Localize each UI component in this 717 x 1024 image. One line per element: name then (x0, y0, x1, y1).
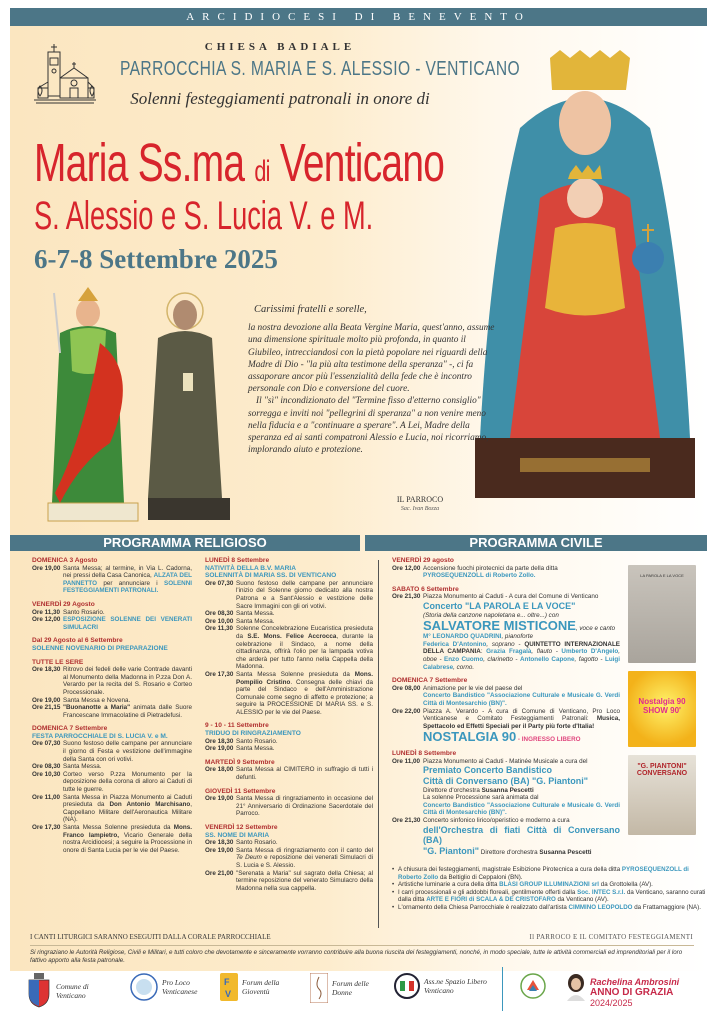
event-time: Ore 21,30 (392, 593, 421, 601)
event-time: Ore 21,30 (392, 817, 421, 825)
rachelina-ambrosini (590, 977, 710, 1008)
event-row (32, 697, 192, 705)
signature-title: IL PARROCO (396, 495, 444, 504)
event-row (205, 839, 373, 847)
rachelina-years: 2024/2025 (590, 998, 633, 1008)
title-part: Maria Ss.ma (34, 133, 255, 193)
event-desc: Santa Messa. (236, 617, 275, 625)
italian-flag-seal-icon (394, 973, 420, 999)
event-time: Ore 07,30 (32, 740, 61, 748)
event-time: Ore 10,00 (205, 617, 234, 625)
title-part: Venticano (269, 133, 445, 193)
religious-program-col1 (32, 557, 192, 854)
event-row (32, 616, 192, 631)
title-di: di (254, 155, 270, 188)
event-desc: Santa Messa di ringraziamento con il canto del Te Deum e reposizione dei venerati Simulacri di S. Lucia e S. Alessio. (236, 846, 373, 869)
event-time: Ore 19,00 (205, 745, 234, 753)
event-time: Ore 08,00 (392, 684, 421, 692)
event-desc: Santo Rosario. (63, 608, 105, 616)
event-row (392, 685, 620, 708)
logo-proloco (130, 973, 202, 1001)
event-time: Ore 18,30 (205, 839, 234, 847)
religious-program-col2 (205, 557, 373, 892)
event-desc: Animazione per le vie del paese del Concerto Bandistico "Associazione Culturale e Musicale G. Verdi Città di Montesarchio (BN)". (423, 684, 620, 707)
event-desc: "Buonanotte a Maria" animata dalle Suore Francescane Immacolatine di Pietradefusi. (63, 704, 192, 719)
event-time: Ore 17,30 (32, 824, 61, 831)
event-row (205, 870, 373, 893)
event-desc: Concerto sinfonico lirico/operistico e moderno a cura dell'Orchestra di fiati Città di Conversano (BA) "G. Piantoni" Direttore d'orchestra Susanna Pescetti (423, 817, 620, 856)
rachelina-name: Rachelina Ambrosini (590, 977, 680, 987)
event-desc: Piazza Monumento ai Caduti - A cura del Comune di Venticano Concerto "LA PAROLA E LA VOCE" (Storia della canzone napoletana e... oltre...) con SALVATORE MISTICONE, voce e canto M° LEONARDO QUADRINI, pianoforte Federica D'Antonino, soprano - QUINTETTO INTERNAZIONALE DELLA CAMPANIA: Grazia Fragalà, flauto - Umberto D'Angelo, oboe - Enzo Cuomo, clarinetto - Antonello Capone, fagotto - Luigi Calabrese, corno. (423, 593, 621, 671)
day-heading: DOMENICA 7 Settembre (32, 725, 108, 733)
event-row (205, 625, 373, 671)
logo-rachelina-portrait (565, 973, 587, 1001)
thanks-text: Si ringraziano le Autorità Religiose, Civili e Militari, e tutti coloro che devotamente e sinceramente vorranno contribuire alla buona riuscita dei festeggiamenti, nonché, in modo speciale, tutte le attività commerciali ed imprenditoriali per il loro fattivo apporto alla festa patronale. (30, 949, 683, 964)
event-time: Ore 18,00 (205, 766, 234, 774)
logo-label: Forum delle Donne (332, 979, 369, 997)
parish-letter (248, 304, 498, 456)
letter-salutation: Carissimi fratelli e sorelle, (254, 304, 367, 315)
event-time: Ore 10,30 (32, 770, 61, 778)
day-heading: LUNEDÌ 8 Settembre (392, 750, 457, 758)
event-row (392, 565, 620, 580)
subtitle: Solenni festeggiamenti patronali in onore di (130, 89, 430, 108)
day-heading: Dal 29 Agosto al 6 Settembre (32, 637, 123, 645)
event-row (392, 708, 620, 745)
day-heading: VENERDÌ 29 Agosto (32, 600, 95, 608)
event-time: Ore 19,00 (32, 564, 61, 572)
event-desc: Piazza Monumento ai Caduti - Matinée Musicale a cura del Premiato Concerto Bandistico Città di Conversano (BA) "G. Piantoni" Direttore d'orchestra Susanna Pescetti La solenne Processione sarà animata dal Concerto Bandistico "Associazione Culturale e Musicale G. Verdi Città di Montesarchio (BN)". (423, 757, 620, 817)
event-row (32, 666, 192, 696)
saints-statues-image (30, 283, 240, 533)
event-time: Ore 22,00 (392, 707, 421, 715)
event-time: Ore 11,00 (392, 757, 421, 765)
rachelina-anno: ANNO DI GRAZIA (590, 987, 674, 998)
event-desc: Santa Messa di ringraziamento in occasione del 21° Anniversario di Ordinazione Sacerdotale del Parroco. (236, 795, 373, 818)
event-row (32, 763, 192, 771)
poster-conversano: "G. PIANTONI" CONVERSANO (628, 755, 696, 835)
event-time: Ore 12,00 (32, 616, 61, 624)
column-divider (378, 560, 379, 928)
day-heading: TUTTE LE SERE (32, 658, 84, 666)
event-desc: Santo Rosario. (236, 737, 278, 745)
event-row (32, 794, 192, 824)
logo-jubilee (520, 973, 546, 999)
event-desc: Santa Messa Solenne presieduta da Mons. Franco Iampietro, Vicario Generale della nostra Arcidiocesi; a seguire la Processione in onore di Santa Lucia per le vie del Paese. (63, 824, 192, 854)
jubilee-seal-icon (520, 973, 546, 999)
event-desc: Suono festoso delle campane per annunciare l'inizio del Solenne giorno dedicato alla nostra Patrona e a Sant'Alessio e vestizione delle Sacre Immagini con gli ori votivi. (236, 579, 373, 610)
event-time: Ore 11,30 (205, 625, 234, 633)
day-heading: DOMENICA 3 Agosto (32, 557, 98, 564)
poster-la-parola-e-la-voce: LA PAROLA E LA VOCE (628, 565, 696, 663)
choir-note: I CANTI LITURGICI SARANNO ESEGUITI DALLA CORALE PARROCCHIALE (30, 933, 271, 941)
event-time: Ore 21,00 (205, 869, 234, 877)
logo-forum-gioventu (220, 973, 288, 1001)
signature-name: Sac. Ivan Bozza (400, 506, 440, 512)
event-desc: Santa Messa Solenne presieduta da Mons. Pompilio Cristino. Consegna delle chiavi da parte del Sindaco e dell'Amministrazione Comunale come segno di affetto e protezione; a seguire la PROCESSIONE DI MARIA SS. e S. ALESSIO per le vie del Paese. (236, 670, 373, 716)
event-row (392, 817, 620, 856)
event-row (392, 758, 620, 817)
note-item: • I carri processionali e gli addobbi floreali, gentilmente offerti dalla Soc. INTEC S.r.l. da Venticano, saranno curati dalla ditta ARTE E FIORI di SCALA & DE CRISTOFARO da Venticano (AV). (392, 889, 707, 904)
event-desc: Santa Messa al CIMITERO in suffragio di tutti i defunti. (236, 766, 373, 782)
civil-program-header: PROGRAMMA CIVILE (365, 535, 707, 551)
logo-label: Comune di Venticano (56, 982, 89, 1000)
day-subheading: TRIDUO DI RINGRAZIAMENTO (205, 730, 301, 738)
event-time: Ore 21,15 (32, 704, 61, 712)
event-desc: Corteo verso P.zza Monumento per la deposizione della corona di alloro ai Caduti di tutte le guerre. (63, 770, 192, 794)
event-desc: Solenne Concelebrazione Eucaristica presieduta da S.E. Mons. Felice Accrocca, durante la celebrazione il Sindaco, a nome della cittadinanza, offrirà l'olio per la lampada votiva che arderà per tutto l'anno nella Cappella della Madonna. (236, 625, 373, 671)
event-time: Ore 19,00 (205, 795, 234, 803)
event-row (32, 740, 192, 763)
footer-divider (30, 945, 694, 946)
event-time: Ore 12,00 (392, 564, 421, 572)
event-row (205, 745, 373, 753)
religious-program-header: PROGRAMMA RELIGIOSO (10, 535, 360, 551)
event-row (205, 738, 373, 746)
day-heading: SABATO 6 Settembre (392, 585, 459, 593)
event-time: Ore 19,00 (205, 846, 234, 854)
event-time: Ore 11,00 (32, 793, 61, 801)
day-heading: VENERDÌ 12 Settembre (205, 824, 278, 831)
portrait-icon (565, 973, 587, 1001)
note-item: • Artistiche luminarie a cura della ditta BLASI GROUP ILLUMINAZIONI srl da Grottolella (AV). (392, 881, 707, 889)
day-heading: LUNEDÌ 8 Settembre (205, 557, 270, 564)
event-desc: ESPOSIZIONE SOLENNE DEI VENERATI SIMULACRI (63, 616, 192, 631)
event-time: Ore 11,30 (32, 608, 61, 616)
event-row (205, 671, 373, 717)
logo-comune (26, 973, 100, 1009)
svg-text:V: V (225, 989, 232, 999)
letter-paragraph: Il "sì" incondizionato del "Termine fisso d'etterno consiglio" sorregga e inviti noi "pellegrini di speranza" a non venire meno nella fiducia e a "continuare a sperare". A Lei, Madre della speranza ed ai santi compatroni Alessio e Lucia, noi ricorriamo, implorando aiuto e protezione. (248, 396, 489, 456)
logo-label: Ass.ne Spazio Libero Venticano (424, 977, 487, 995)
coat-of-arms-icon (26, 973, 52, 1009)
notes-list (392, 866, 707, 912)
day-heading: DOMENICA 7 Settembre (392, 677, 468, 685)
title-main (34, 132, 444, 194)
event-row (205, 580, 373, 610)
logo-label: Pro Loco Venticanese (162, 978, 198, 996)
event-time: Ore 07,30 (205, 579, 234, 587)
event-desc: Santo Rosario. (236, 839, 278, 847)
day-subheading: NATIVITÀ DELLA B.V. MARIA (205, 564, 296, 572)
event-desc: Suono festoso delle campane per annunciare il giorno di Festa e vestizione dell'immagine della Santa con ori votivi. (63, 740, 192, 763)
day-subheading: SOLENNITÀ DI MARIA SS. DI VENTICANO (205, 572, 337, 580)
civil-program-col (392, 557, 620, 856)
church-drawing-icon (34, 38, 96, 118)
letter-paragraph: la nostra devozione alla Beata Vergine Maria, quest'anno, assume una dimensione spirituale molto più profonda, in quanto il Giubileo, intrecciandosi con la pietà popolare nei riguardi della Madre di Dio - "la più alta testimone della speranza" -, ci fa assaporare ancor più l'essenzialità della fede che è incontro personale con Dio e conversione del cuore. (248, 323, 495, 395)
event-desc: Santa Messa. (63, 763, 102, 771)
event-time: Ore 18,30 (205, 737, 234, 745)
day-subheading: SS. NOME DI MARIA (205, 831, 270, 839)
day-subheading: SOLENNE NOVENARIO DI PREPARAZIONE (32, 644, 168, 652)
event-desc: Piazza A. Verardo - A cura di Comune di Venticano, Pro Loco Venticanese e Comitato Festeggiamenti Patronali: Musica, Spettacolo ed Effetti Speciali per il Party più forte d'Italia! NOSTALGIA 90 - INGRESSO LIBERO (423, 707, 620, 745)
event-row (32, 704, 192, 719)
event-desc: Santa Messa; al termine, in Via L. Cadorna, nei pressi della Casa Canonica, ALZATA DEL PANNETTO per annunciare i SOLENNI FESTEGGIAMENTI PATRONALI. (63, 564, 193, 595)
event-row (205, 610, 373, 618)
logo-divider (502, 967, 503, 1011)
forum-fv-icon (220, 973, 238, 1001)
event-desc: Santa Messa e Novena. (63, 696, 131, 704)
event-desc: Santa Messa. (236, 610, 275, 618)
title-saints: S. Alessio e S. Lucia V. e M. (34, 194, 374, 238)
logo-spazio-libero (394, 973, 494, 999)
event-time: Ore 19,00 (32, 696, 61, 704)
note-item: • A chiusura dei festeggiamenti, magistrale Esibizione Pirotecnica a cura della ditta PYROSEQUENZOLL di Roberto Zollo da Beltiglio di Ceppaloni (BN). (392, 866, 707, 881)
event-row (32, 565, 192, 595)
day-heading: MARTEDÌ 9 Settembre (205, 758, 275, 766)
event-row (32, 609, 192, 617)
event-desc: Santa Messa. (236, 745, 275, 753)
event-desc: Santa Messa in Piazza Monumento ai Caduti presieduta da Don Antonio Marchisano, Cappellano Militare dell'Aeronautica Militare (NA). (63, 793, 192, 824)
day-heading: GIOVEDÌ 11 Settembre (205, 787, 276, 795)
sponsor-logos (10, 973, 707, 1018)
event-time: Ore 08,30 (32, 763, 61, 771)
event-time: Ore 17,30 (205, 670, 234, 678)
committee-signature: Il PARROCO E IL COMITATO FESTEGGIAMENTI (529, 933, 693, 941)
event-row (205, 795, 373, 818)
event-row (205, 766, 373, 781)
note-item: • L'ornamento della Chiesa Parrocchiale è realizzato dall'artista CIMMINO LEOPOLDO da Frattamaggiore (NA). (392, 904, 707, 912)
poster-nostalgia-90: Nostalgia 90 SHOW 90' (628, 671, 696, 747)
event-row (392, 593, 620, 671)
proloco-seal-icon (130, 973, 158, 1001)
event-row (32, 771, 192, 794)
event-desc: "Serenata a Maria" sul sagrato della Chiesa; al termine reposizione del venerato Simulacro della Madonna nella sua cappella. (236, 869, 373, 892)
festival-poster (10, 8, 707, 1018)
parish-name: PARROCCHIA S. MARIA E S. ALESSIO - VENTICANO (120, 58, 521, 80)
event-row (205, 618, 373, 626)
event-row (205, 847, 373, 870)
event-row (32, 824, 192, 854)
forum-donne-icon (310, 973, 328, 1003)
logo-label: Forum della Gioventù (242, 978, 280, 996)
day-subheading: FESTA PARROCCHIALE DI S. LUCIA V. e M. (32, 732, 168, 740)
day-heading: VENERDÌ 29 agosto (392, 557, 454, 564)
archdiocese-band: ARCIDIOCESI DI BENEVENTO (10, 8, 707, 26)
event-time: Ore 18,30 (32, 666, 61, 674)
chiesa-label: CHIESA BADIALE (204, 41, 356, 53)
event-time: Ore 08,30 (205, 610, 234, 618)
svg-text:F: F (224, 977, 230, 987)
letter-signature (375, 495, 465, 512)
event-posters (628, 565, 698, 843)
event-desc: Ritrovo dei fedeli delle varie Contrade davanti al Monumento della Madonna in P.zza Don A. Verardo per la recita del S. Rosario e Corteo Processionale. (63, 666, 192, 696)
day-heading: 9 - 10 - 11 Settembre (205, 722, 269, 730)
festival-dates: 6-7-8 Settembre 2025 (34, 244, 278, 274)
event-desc: Accensione fuochi pirotecnici da parte della ditta PYROSEQUENZOLL di Roberto Zollo. (423, 564, 558, 580)
logo-forum-donne (310, 973, 372, 1003)
